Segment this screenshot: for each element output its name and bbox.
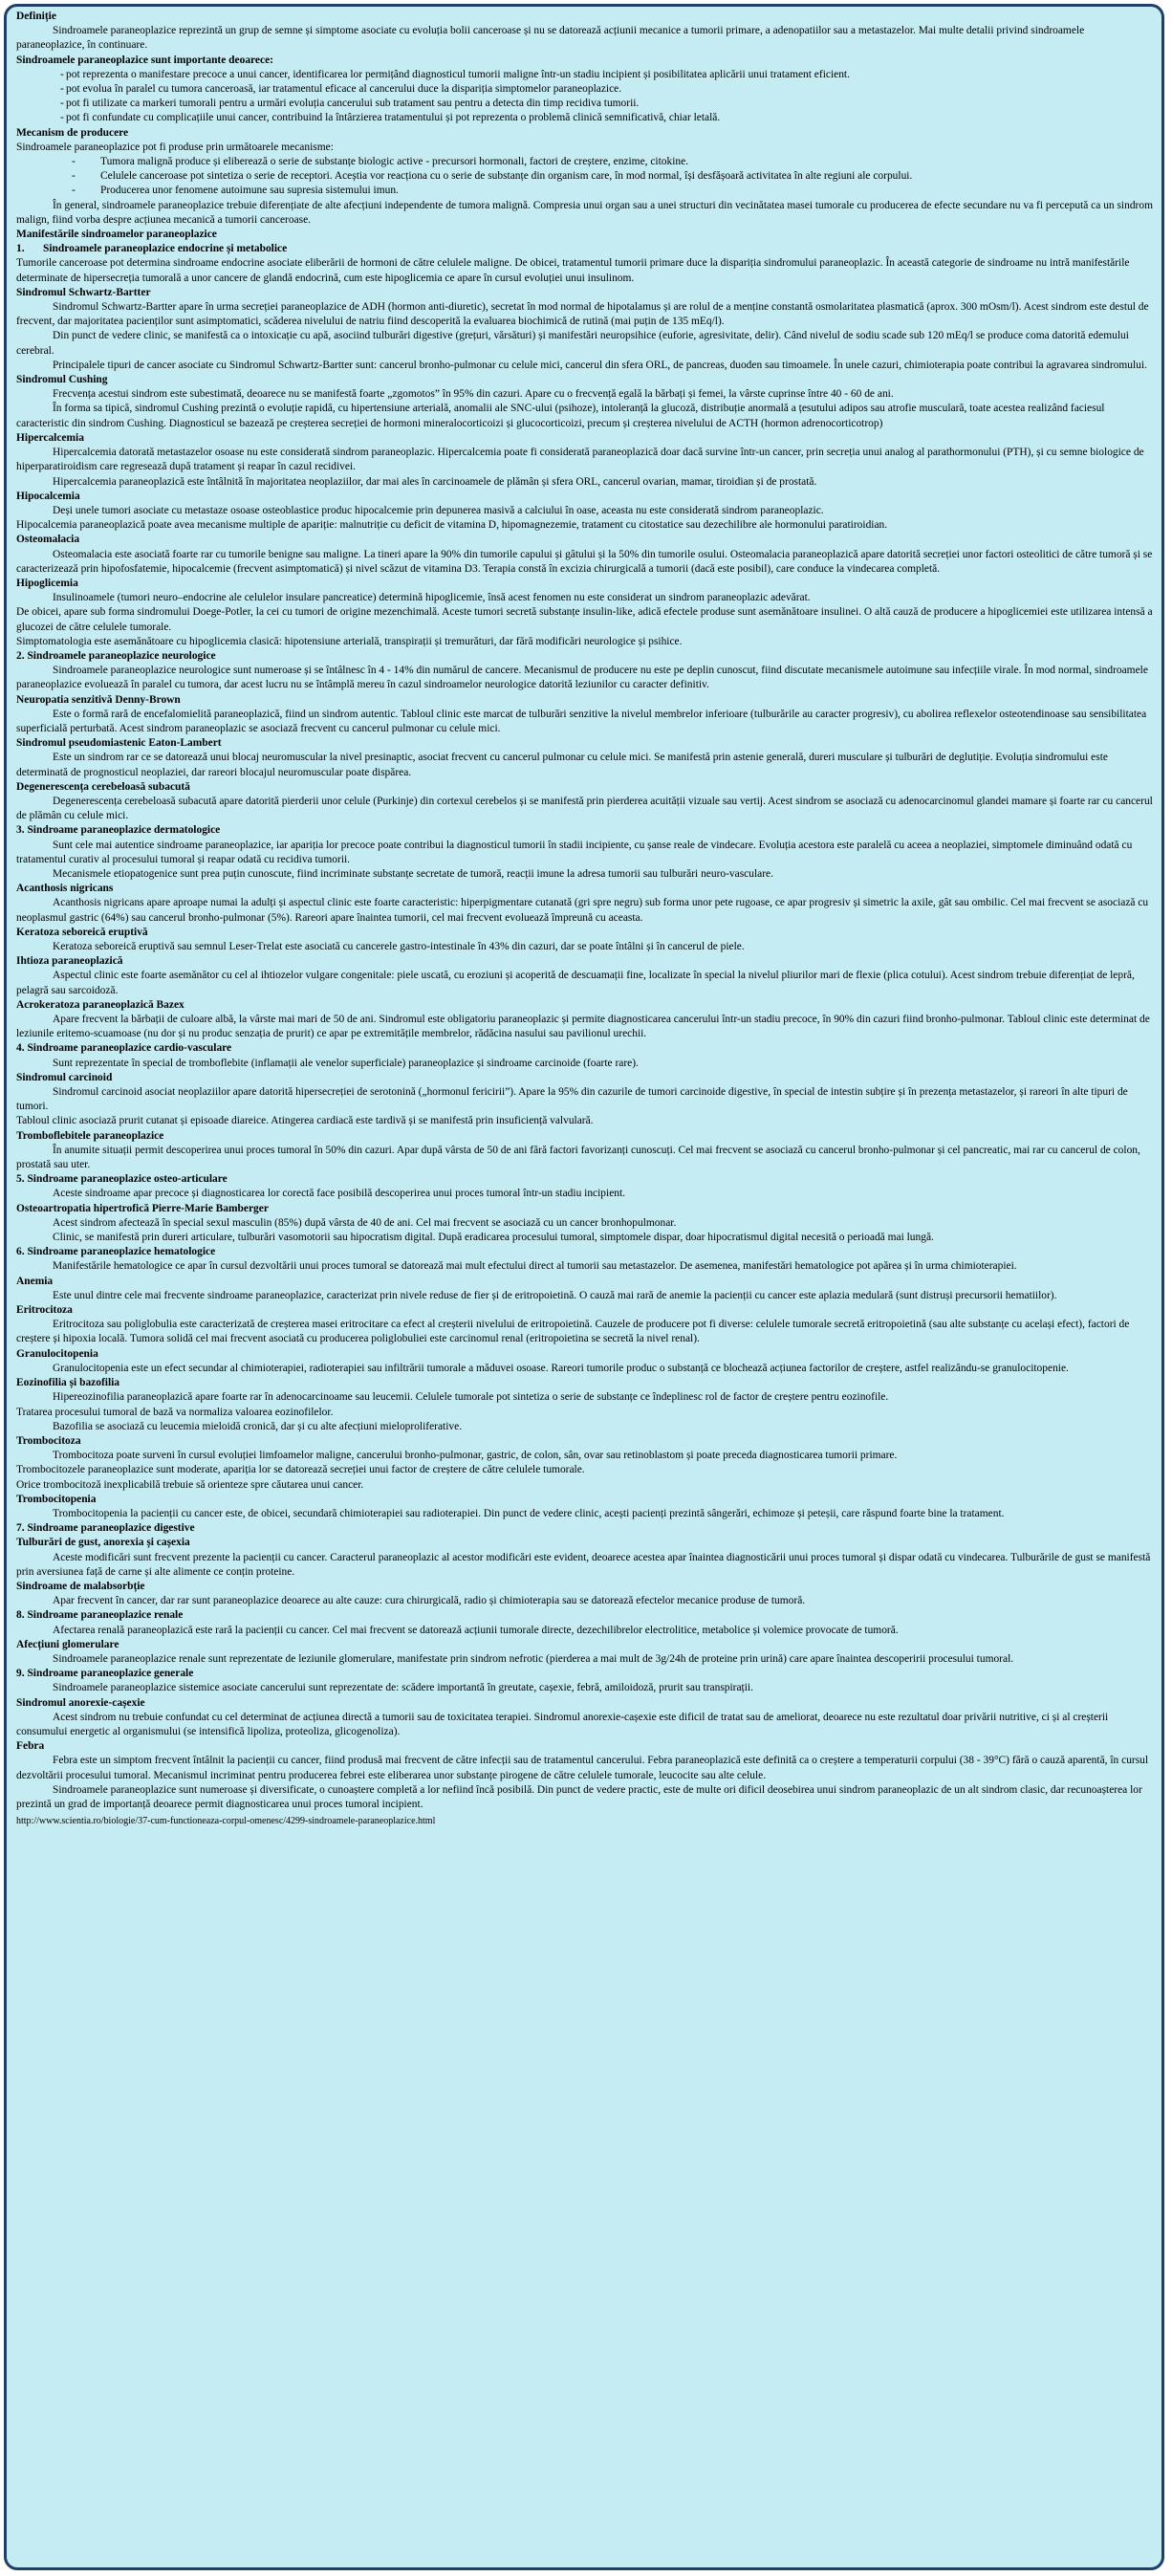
paragraph: Degenerescența cerebeloasă subacută apare datorită pierderii unor celule (Purkinje) din cortexul cerebelos și se manifestă prin pierderea acuității vizuale sau vertij. Acest sindrom se asociază cu adenocarcinomul glandei mamare și foarte rar cu cancerul de plămân cu celule mici. [16,795,1153,822]
paragraph: Sindroamele paraneoplazice neurologice sunt numeroase și se întâlnesc în 4 - 14% din numărul de cancere. Mecanismul de producere nu este pe deplin cunoscut, fiind discutate mecanismele autoimune sau infecțiile virale. În mod normal, sindroamele paraneoplazice evoluează în paralel cu tumora, dar acest lucru nu se întâmplă mereu în cazul sindroamelor neurologice datorită leziunilor cu caracter definitiv. [16,665,1148,691]
section-heading: Hipocalcemia [16,490,80,502]
section-heading: Acrokeratoza paraneoplazică Bazex [16,998,184,1011]
paragraph: Hipocalcemia paraneoplazică poate avea mecanisme multiple de apariție: malnutriție cu deficit de vitamina D, hipomagnezemie, tratament cu citostatice sau dezechilibre ale hormonului paratiroidian. [16,519,888,532]
list-item: - pot fi utilizate ca markeri tumorali pentru a urmări evoluția cancerului sub tratament sau pentru a detecta din timp recidiva tumorii. [16,97,1153,111]
paragraph: Este unul dintre cele mai frecvente sindroame paraneoplazice, caracterizat prin nivele reduse de fier și de eritropoietină. O cauză mai rară de anemie la pacienții cu cancer este aplazia medulară (sunt distruși precursorii hematiilor). [53,1289,1057,1301]
section-heading: Tulburări de gust, anorexia și cașexia [16,1537,190,1549]
paragraph: Apar frecvent în cancer, dar rar sunt paraneoplazice deoarece au alte cauze: cura chirurgicală, radio și chimioterapia sau se datorează efectelor mecanice produse de tumoră. [53,1595,806,1607]
paragraph: Trombocitozele paraneoplazice sunt moderate, apariția lor se datorează secreției unui factor de creștere de către celulele tumorale. [16,1464,585,1476]
paragraph: Aspectul clinic este foarte asemănător cu cel al ihtiozelor vulgare congenitale: piele uscată, cu eroziuni și acoperită de descuamații fine, localizate în special la nivelul pliurilor mari de flexie (plica cotului). Acest sindrom trebuie diferențiat de lepră, pelagră sau sarcoidoză. [16,970,1135,996]
paragraph: Insulinoamele (tumori neuro–endocrine ale celulelor insulare pancreatice) determină hipoglicemie, însă acest fenomen nu este considerat un sindrom paraneoplazic adevărat. [53,592,811,604]
section-heading: 6. Sindroame paraneoplazice hematologice [16,1246,216,1258]
paragraph: Trombocitoza poate surveni în cursul evoluției limfoamelor maligne, cancerului bronho-pulmonar, gastric, de colon, sân, ovar sau retinoblastom și poate preceda diagnosticarea tumorii primare. [53,1450,898,1462]
paragraph: Hipereozinofilia paraneoplazică apare foarte rar în adenocarcinoame sau leucemii. Celulele tumorale pot sintetiza o serie de substanțe ce îndeplinesc rol de factor de creștere pentru eozinofile. [53,1391,889,1404]
list-item: - pot reprezenta o manifestare precoce a unui cancer, identificarea lor permițând diagnosticul tumorii maligne într-un stadiu incipient și posibilitatea aplicării unui tratament eficient. [16,68,1153,82]
section-heading: Acanthosis nigricans [16,883,114,895]
paragraph: Sunt cele mai autentice sindroame paraneoplazice, iar apariția lor precoce poate contribui la diagnosticul tumorii în stadii incipiente, cu șanse reale de vindecare. Evoluția acestora este paralelă cu aceea a neoplaziei, simptomele diminuând odată cu tratamentul curativ al procesului tumoral și reapar odată cu recidiva tumorii. [16,839,1133,865]
paragraph: Osteomalacia este asociată foarte rar cu tumorile benigne sau maligne. La tineri apare la 90% din tumorile capului și gâtului și la 50% din tumorile osului. Osteomalacia paraneoplazică apare datorită secreției unor factori osteolitici de către tumoră și se caracterizează prin hipofosfatemie, hipocalcemie (frecvent asimptomatică) și nivel scăzut de vitamina D3. Terapia constă în excizia chirurgicală a tumorii (dacă este posibil), care conduce la vindecarea completă. [16,548,1153,575]
paragraph: Eritrocitoza sau poliglobulia este caracterizată de creșterea masei eritrocitare ca efect al creșterii nivelului de eritropoietină. Cauzele de producere pot fi diverse: celulele tumorale secretă eritropoietină (sau alte substanțe cu același efect), factori de creștere și hipoxia locală. Tumora solidă cel mai frecvent asociată cu producerea poliglobuliei este carcinomul renal (eritropoietina se secretă la nivel renal). [16,1319,1130,1345]
section-heading: 4. Sindroame paraneoplazice cardio-vasculare [16,1042,232,1055]
section-heading: Sindromul anorexie-cașexie [16,1696,145,1709]
paragraph: Frecvența acestui sindrom este subestimată, deoarece nu se manifestă foarte „zgomotos” în 95% din cazuri. Apare cu o frecvență egală la bărbați și femei, la vârste cuprinse între 40 - 60 de ani. [53,388,894,401]
section-heading: Osteomalacia [16,534,80,546]
section-heading: 2. Sindroamele paraneoplazice neurologice [16,649,216,662]
section-heading: Hipoglicemia [16,577,78,589]
section-heading: Definiție [16,11,56,22]
section-heading: Tromboflebitele paraneoplazice [16,1129,164,1142]
section-heading: Degenerescența cerebeloasă subacută [16,780,190,793]
source-link[interactable]: http://www.scientia.ro/biologie/37-cum-functioneaza-corpul-omenesc/4299-sindroamele-paraneoplazice.html [16,1816,436,1827]
document-page [4,4,1164,2570]
paragraph: Hipercalcemia datorată metastazelor osoase nu este considerată sindrom paraneoplazic. Hipercalcemia poate fi considerată paraneoplazică doar dacă survine într-un cancer, prin secreția unui analog al parathormonului (PTH), și cu semne biologice de hiperparatiroidism care regresează după tratament și reapar în cazul recidivei. [16,447,1144,473]
section-heading: Trombocitopenia [16,1493,97,1505]
paragraph: Simptomatologia este asemănătoare cu hipoglicemia clasică: hipotensiune arterială, transpirații și tremurături, dar fără modificări neurologice și psihice. [16,635,683,647]
section-heading: 5. Sindroame paraneoplazice osteo-articulare [16,1173,228,1186]
section-heading: Afecțiuni glomerulare [16,1638,119,1650]
article-body [16,10,1153,1812]
section-heading: Sindromul carcinoid [16,1071,113,1083]
paragraph: Sunt reprezentate în special de tromboflebite (inflamații ale venelor superficiale) paraneoplazice și sindroame carcinoide (foarte rare). [53,1057,639,1069]
section-heading: Keratoza seboreică eruptivă [16,926,148,938]
paragraph: Sindroamele paraneoplazice sunt numeroase și diversificate, o cunoaștere completă a lor nefiind încă posibilă. Din punct de vedere practic, este de multe ori dificil deosebirea unui sindrom paraneoplazic de un alt sindrom clasic, dar recunoașterea lor prezintă un grad de importanță deoarece permit diagnosticarea unui proces tumoral incipient. [16,1783,1142,1810]
paragraph: Sindroamele paraneoplazice reprezintă un grup de semne și simptome asociate cu evoluția bolii canceroase și nu se datorează acțiunii mecanice a tumorii primare, a adenopatiilor sau a metastazelor. Mai multe detalii privind sindroamele paraneoplazice, în continuare. [16,25,1085,52]
paragraph: Aceste modificări sunt frecvent prezente la pacienții cu cancer. Caracterul paraneoplazic al acestor modificări este evident, deoarece acestea apar înaintea diagnosticării unui proces tumoral și dispar odată cu vindecarea. Tulburările de gust se manifestă prin aversiunea față de carne și alte alimente ce conțin proteine. [16,1551,1151,1578]
section-heading: Osteoartropatia hipertrofică Pierre-Marie Bamberger [16,1202,269,1214]
section-heading: Sindroame de malabsorbție [16,1580,145,1592]
paragraph: În forma sa tipică, sindromul Cushing prezintă o evoluție rapidă, cu hipertensiune arterială, anomalii ale SNC-ului (psihoze), intoleranță la glucoză, distribuție anormală a țesutului adipos sau atrofie musculară, toate acestea realizând faciesul caracteristic din sindrom Cushing. Diagnosticul se bazează pe creșterea secreției de hormoni mineralocorticoizi și glucocorticoizi, precum și creșterea nivelului de ACTH (hormon adrenocorticotrop) [16,403,1105,429]
heading-number: 1. [16,243,25,255]
heading-text: Sindroamele paraneoplazice endocrine și metabolice [43,243,288,255]
section-heading: Anemia [16,1275,54,1287]
paragraph: Acest sindrom afectează în special sexul masculin (85%) după vârsta de 40 de ani. Cel mai frecvent se asociază cu un cancer bronhopulmonar. [53,1216,677,1229]
section-heading: Hipercalcemia [16,431,84,444]
source-link-line [16,1814,1153,1828]
paragraph: Sindroamele paraneoplazice renale sunt reprezentate de leziunile glomerulare, manifestate prin sindrom nefrotic (pierderea a mai mult de 3g/24h de proteine prin urină) care apare înaintea descoperirii procesului tumoral. [53,1652,1014,1665]
paragraph: Acanthosis nigricans apare aproape numai la adulți și aspectul clinic este foarte caracteristic: hiperpigmentare cutanată (gri spre negru) sub forma unor pete rugoase, ce apar progresiv și simetric la axile, gât sau ombilic. Cel mai frecvent se asociază cu neoplasmul gastric (64%) sau cancerul bronho-pulmonar (5%). Rareori apare înaintea tumorii, cel mai frecvent evoluează împreună cu aceasta. [16,897,1149,924]
section-heading: 8. Sindroame paraneoplazice renale [16,1609,184,1622]
paragraph: Clinic, se manifestă prin dureri articulare, tulburări vasomotorii sau hipocratism digital. După eradicarea procesului tumoral, simptomele dispar, doar hipocratismul digital necesită o perioadă mai lungă. [53,1232,934,1244]
paragraph: Trombocitopenia la pacienții cu cancer este, de obicei, secundară chimioterapiei sau radioterapiei. Din punct de vedere clinic, acești pacienți prezintă sângerări, echimoze și peteșii, care răspund foarte bine la tratament. [53,1507,1005,1519]
paragraph: Hipercalcemia paraneoplazică este întâlnită în majoritatea neoplaziilor, dar mai ales în carcinoamele de plămân și sfera ORL, cancerul ovarian, mamar, tiroidian și de prostată. [53,475,817,488]
paragraph: Tabloul clinic asociază prurit cutanat și episoade diareice. Atingerea cardiacă este tardivă și se manifestă prin insuficiență valvulară. [16,1115,594,1127]
paragraph: Este un sindrom rar ce se datorează unui blocaj neuromuscular la nivel presinaptic, asociat frecvent cu cancerul pulmonar cu celule mici. Se manifestă prin astenie generală, dureri musculare și tulburări de deglutiție. Evoluția sindromului este determinată de prognosticul neoplaziei, dar rareori blocajul neuromuscular poate dispărea. [16,752,1108,778]
section-heading: Sindromul Cushing [16,374,108,386]
section-heading: Eozinofilia și bazofilia [16,1377,120,1389]
paragraph: Mecanismele etiopatogenice sunt prea puțin cunoscute, fiind incriminate substanțe secretate de tumoră, reacții imune la adresa tumorii sau tulburări neuro-vasculare. [53,867,773,880]
paragraph: Sindromul carcinoid asociat neoplaziilor apare datorită hipersecreției de serotonină („hormonul fericirii”). Apare la 95% din cazurile de tumori carcinoide digestive, în special de intestin subțire și în prezența metastazelor, și rareori în alte tipuri de tumori. [16,1086,1128,1113]
paragraph: Sindroamele paraneoplazice pot fi produse prin următoarele mecanisme: [16,141,334,153]
section-heading: Trombocitoza [16,1434,81,1447]
list-item: - Celulele canceroase pot sintetiza o serie de receptori. Aceștia vor reacționa cu o serie de substanțe din organism care, în mod normal, își desfășoară activitatea în alte regiuni ale corpului. [16,169,1153,184]
section-heading: Sindromul pseudomiastenic Eaton-Lambert [16,737,222,750]
paragraph: Este o formă rară de encefalomielită paraneoplazică, fiind un sindrom autentic. Tabloul clinic este marcat de tulburări senzitive la nivelul membrelor inferioare (tulburările au caracter progresiv), cu abolirea reflexelor osteotendinoase sau sensibilitatea superficială perturbată. Acest sindrom paraneoplazic se asociază frecvent cu cancerul pulmonar cu celule mici. [16,708,1147,734]
list-item: - pot fi confundate cu complicațiile unui cancer, contribuind la întârzierea tratamentului și pot reprezenta o problemă clinică semnificativă, chiar letală. [16,111,1153,125]
paragraph: Sindroamele paraneoplazice sistemice asociate cancerului sunt reprezentate de: scădere importantă în greutate, cașexie, febră, amiloidoză, prurit sau transpirații. [53,1682,753,1694]
paragraph: Manifestările hematologice ce apar în cursul dezvoltării unui proces tumoral se datorează mai mult efectului direct al tumorii sau metastazelor. De asemenea, manifestări hematologice pot apărea și în urma chimioterapiei. [53,1260,1017,1273]
paragraph: Din punct de vedere clinic, se manifestă ca o intoxicație cu apă, asociind tulburări digestive (grețuri, vărsături) și manifestări neuropsihice (euforie, agresivitate, delir). Când nivelul de sodiu scade sub 120 mEq/l se produce coma datorită edemului cerebral. [16,330,1129,357]
paragraph: Aceste sindroame apar precoce și diagnosticarea lor corectă face posibilă descoperirea unui proces tumoral într-un stadiu incipient. [53,1188,626,1200]
paragraph: Afectarea renală paraneoplazică este rară la pacienții cu cancer. Cel mai frecvent se datorează acțiunii tumorale directe, dezechilibrelor electrolitice, metabolice și volemice provocate de tumoră. [53,1624,899,1636]
paragraph: Acest sindrom nu trebuie confundat cu cel determinat de acțiunea directă a tumorii sau de toxicitatea terapiei. Sindromul anorexie-cașexie este dificil de tratat sau de ameliorat, deoarece nu este rezultatul doar privării nutritive, ci și al creșterii consumului energetic al organismului (se intensifică lipoliza, proteoliza, glicogenoliza). [16,1711,1109,1737]
section-heading: 3. Sindroame paraneoplazice dermatologice [16,824,221,837]
section-heading: Eritrocitoza [16,1304,73,1317]
section-heading: Sindromul Schwartz-Bartter [16,286,151,298]
list-item: - Producerea unor fenomene autoimune sau supresia sistemului imun. [16,184,1153,198]
paragraph: Keratoza seboreică eruptivă sau semnul Leser-Trelat este asociată cu cancerele gastro-intestinale în 43% din cazuri, dar se poate întâlni și în cancerul de piele. [53,941,745,952]
paragraph: În general, sindroamele paraneoplazice trebuie diferențiate de alte afecțiuni independente de tumora malignă. Compresia unui organ sau a unei structuri din vecinătatea masei tumorale cu producerea de efecte secundare nu va fi percepută ca un sindrom malign, fiind vorba despre acțiunea mecanică a tumorii canceroase. [16,199,1153,226]
paragraph: Orice trombocitoză inexplicabilă trebuie să orienteze spre căutarea unui cancer. [16,1478,364,1491]
paragraph: În anumite situații permit descoperirea unui proces tumoral în 50% din cazuri. Apar după vârsta de 50 de ani fără factori favorizanți cunoscuți. Cel mai frecvent se asociază cu cancerul bronho-pulmonar și cel pancreatic, mai rar cu cancerul de colon, prostată sau uter. [16,1144,1140,1171]
list-item: - pot evolua în paralel cu tumora canceroasă, iar tratamentul eficace al cancerului duce la dispariția simptomelor paraneoplazice. [16,82,1153,97]
section-heading: Ihtioza paraneoplazică [16,955,123,968]
list-item: - Tumora malignă produce și eliberează o serie de substanțe biologic active - precursori hormonali, factori de creștere, enzime, citokine. [16,155,1153,169]
paragraph: Principalele tipuri de cancer asociate cu Sindromul Schwartz-Bartter sunt: cancerul bronho-pulmonar cu celule mici, cancerul din sfera ORL, de pancreas, duoden sau timoamele. În unele cazuri, chimioterapia poate contribui la agravarea sindromului. [53,359,1147,371]
section-heading: Manifestările sindroamelor paraneoplazice [16,229,217,241]
paragraph: Deși unele tumori asociate cu metastaze osoase osteoblastice produc hipocalcemie prin depunerea masivă a calciului în oase, aceasta nu este considerată sindrom paraneoplazic. [53,504,824,516]
section-heading: Febra [16,1740,45,1753]
paragraph: Tratarea procesului tumoral de bază va normaliza valoarea eozinofilelor. [16,1406,334,1418]
paragraph: Apare frecvent la bărbații de culoare albă, la vârste mai mari de 50 de ani. Sindromul este obligatoriu paraneoplazic și permite diagnosticarea cancerului într-un stadiu precoce, în 90% din cazuri fiind bronho-pulmonar. Tabloul clinic este determinat de leziunile eritemo-scuamoase (nu dor și nu produc senzația de prurit) ce apar pe extremitățile membrelor, rădăcina nasului sau pavilionul urechii. [16,1014,1150,1040]
section-heading: Neuropatia senzitivă Denny-Brown [16,693,181,706]
paragraph: Tumorile canceroase pot determina sindroame endocrine asociate eliberării de hormoni de către celulele maligne. De obicei, tratamentul tumorii primare duce la dispariția sindromului paraneoplazic. În această categorie de sindroame nu intră manifestările determinate de hipersecreția tumorală a unor cancere de glandă endocrină, cum este hipoglicemia ce apare în cursul evoluției unui insulinom. [16,257,1130,284]
paragraph: Granulocitopenia este un efect secundar al chimioterapiei, radioterapiei sau infiltrării tumorale a măduvei osoase. Rareori tumorile produc o substanță ce blochează acțiunea factorilor de creștere, astfel realizându-se granulocitopenie. [53,1362,1069,1374]
paragraph: Febra este un simptom frecvent întâlnit la pacienții cu cancer, fiind produsă mai frecvent de către infecții sau de tratamentul cancerului. Febra paraneoplazică este definită ca o creștere a temperaturii corpului (38 - 39°C) fără o cauză aparentă, în cursul dezvoltării procesului tumoral. Mecanismul incriminat pentru producerea febrei este eliberarea unor substanțe pirogene de către celulele tumorale, leucocite sau alte celule. [16,1755,1149,1781]
numbered-heading [16,242,1153,256]
section-heading: Mecanism de producere [16,126,129,139]
paragraph: De obicei, apare sub forma sindromului Doege-Potler, la cei cu tumori de origine mezenchimală. Aceste tumori secretă substanțe insulin-like, adică efectele produse sunt asemănătoare insulinei. O altă cauză de producere a hipoglicemiei este utilizarea intensă a glucozei de către celulele tumorale. [16,606,1153,633]
section-heading: Granulocitopenia [16,1347,98,1360]
section-heading: 9. Sindroame paraneoplazice generale [16,1668,194,1680]
paragraph: Bazofilia se asociază cu leucemia mieloidă cronică, dar și cu alte afecțiuni mieloproliferative. [53,1420,463,1432]
paragraph: Sindromul Schwartz-Bartter apare în urma secreției paraneoplazice de ADH (hormon anti-diuretic), secretat în mod normal de hipotalamus și are rolul de a menține constantă osmolaritatea plasmatică (aprox. 300 mOsm/l). Acest sindrom este destul de frecvent, dar majoritatea pacienților sunt asimptomatici, scăderea nivelului de natriu fiind descoperită la evaluarea biochimică de rutină (mai puțin de 135 mEq/l). [16,301,1149,328]
section-heading: Sindroamele paraneoplazice sunt importante deoarece: [16,54,273,66]
section-heading: 7. Sindroame paraneoplazice digestive [16,1522,195,1535]
